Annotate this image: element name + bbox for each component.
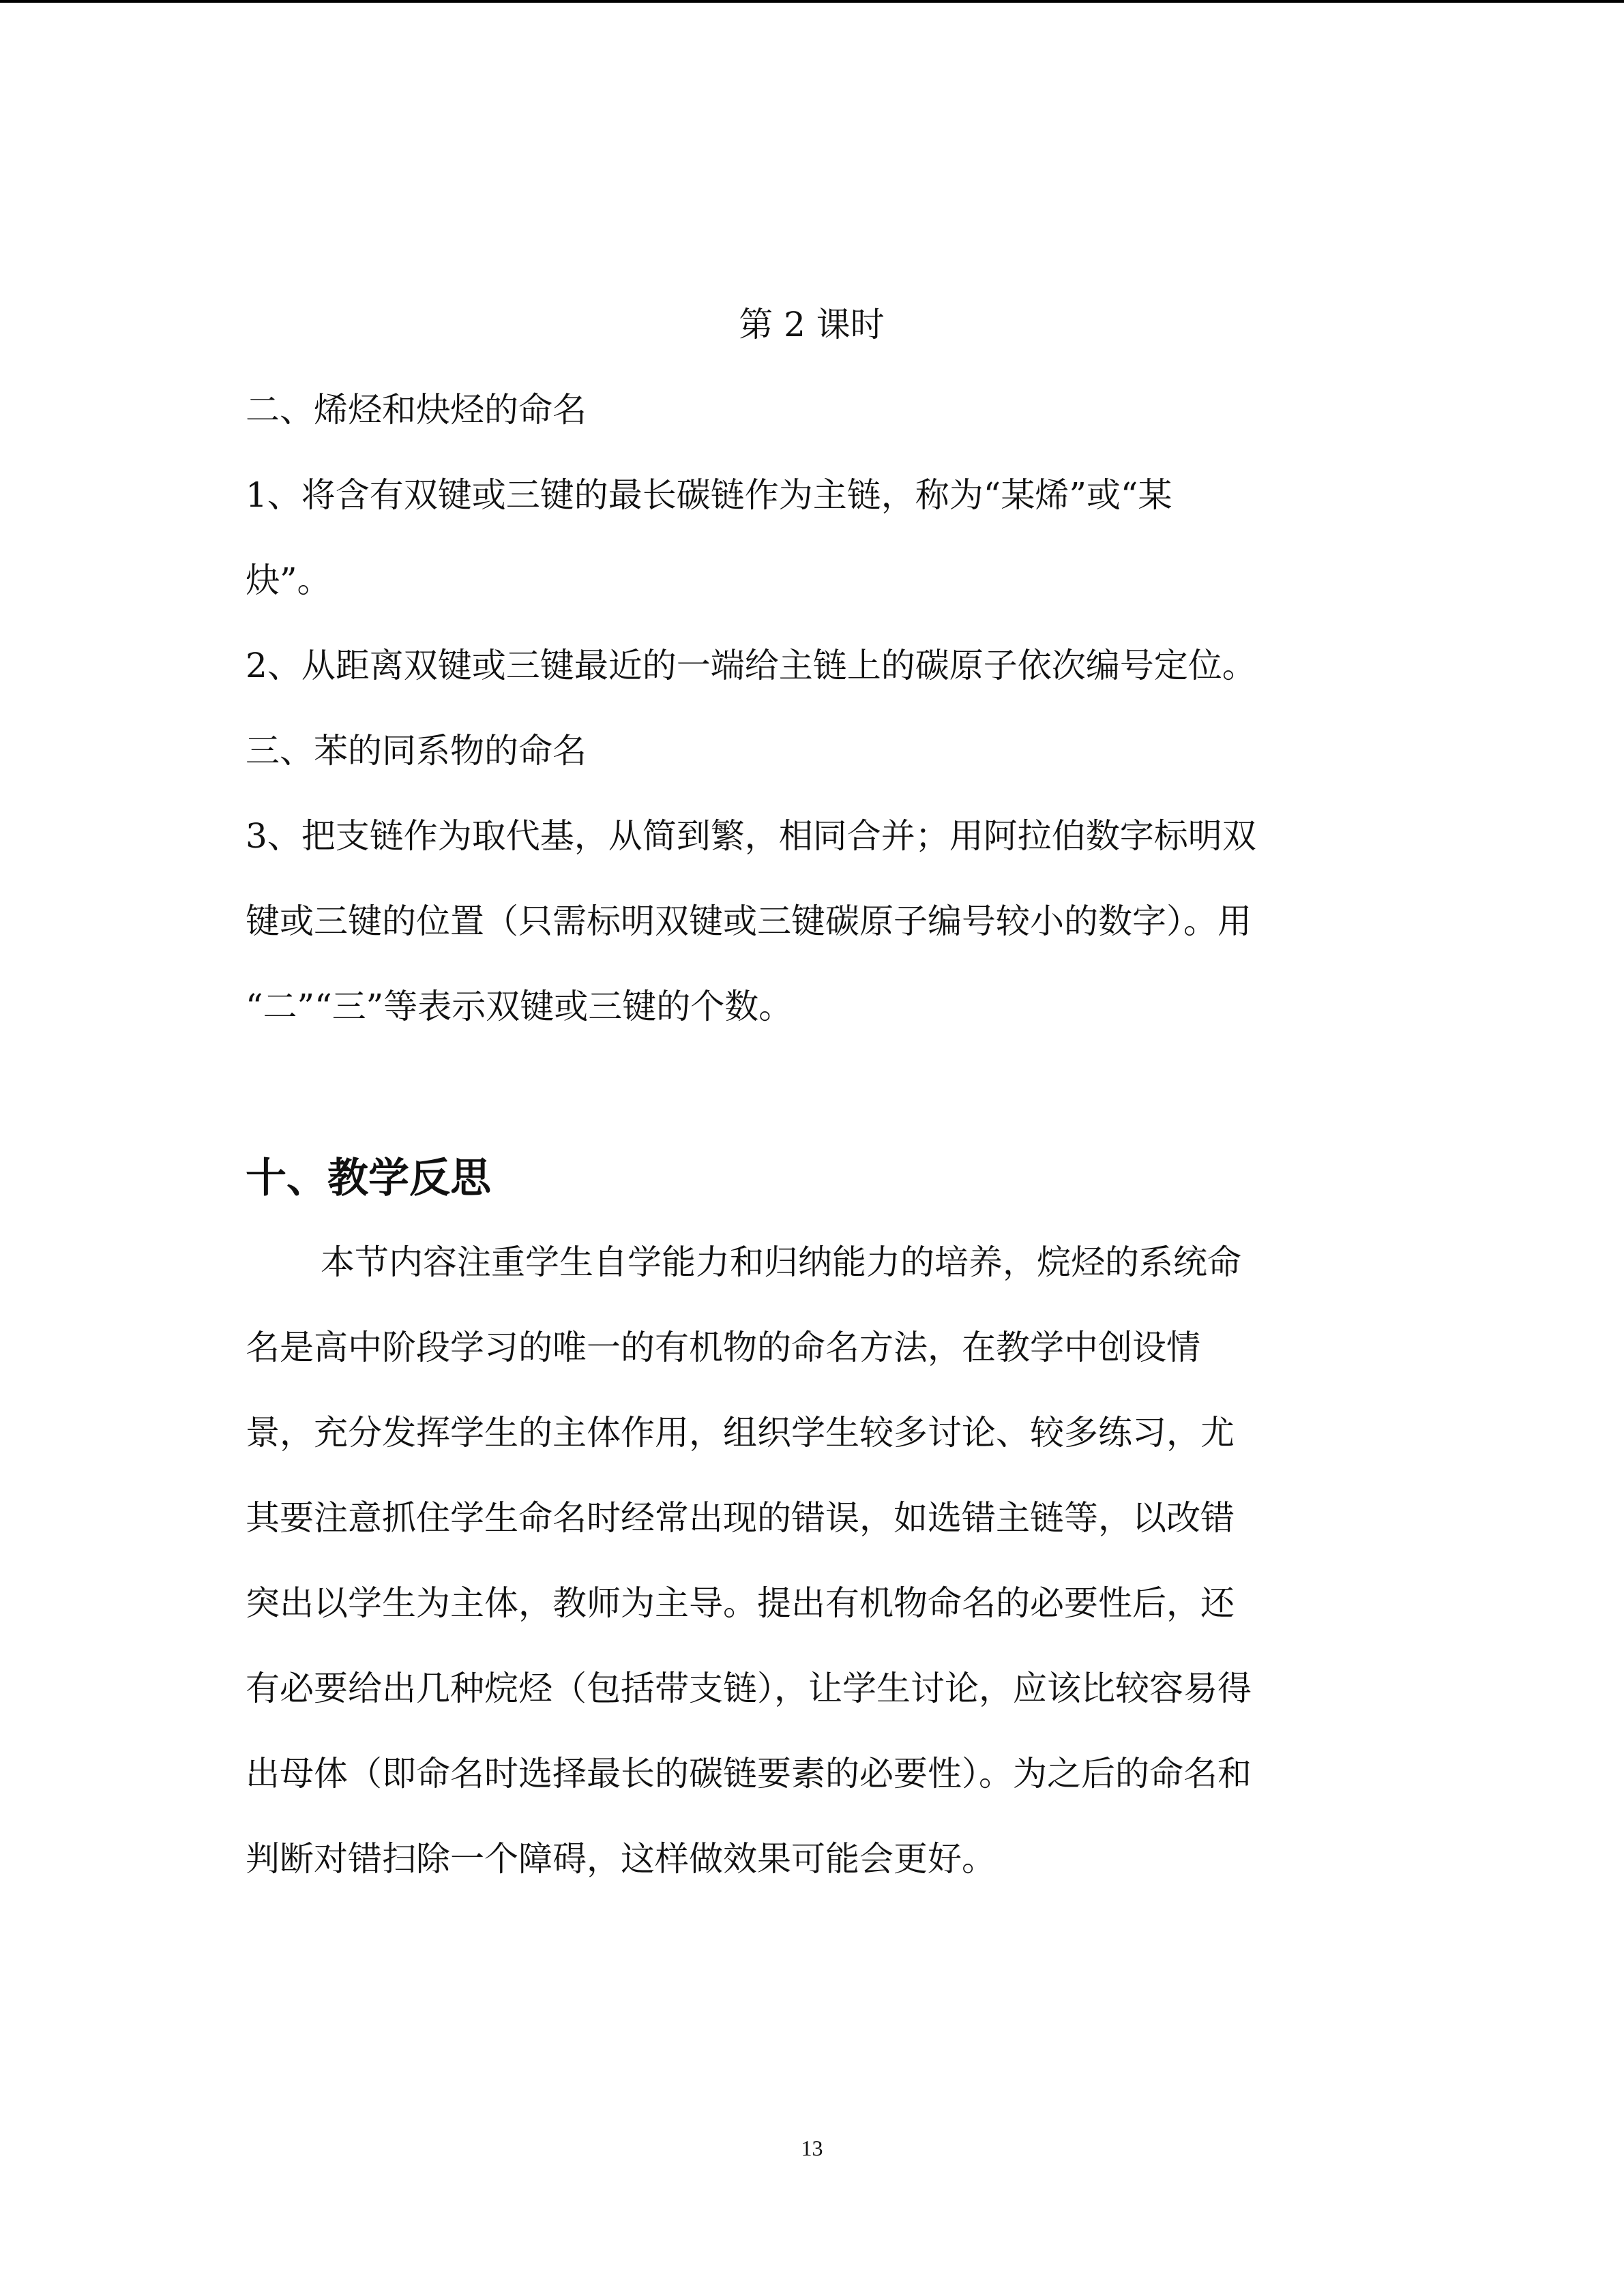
page-number: 13 xyxy=(801,2136,823,2160)
rule-line: 键或三键的位置（只需标明双键或三键碳原子编号较小的数字）。用 xyxy=(246,901,1252,941)
reflection-line: 景，充分发挥学生的主体作用，组织学生较多讨论、较多练习，尤 xyxy=(246,1413,1235,1452)
reflection-line: 出母体（即命名时选择最长的碳链要素的必要性）。为之后的命名和 xyxy=(246,1754,1252,1793)
rule-line: 三、苯的同系物的命名 xyxy=(246,731,587,771)
rule-line: 2、从距离双键或三键最近的一端给主链上的碳原子依次编号定位。 xyxy=(246,646,1256,685)
reflection-line: 本节内容注重学生自学能力和归纳能力的培养，烷烃的系统命 xyxy=(321,1242,1241,1282)
rule-line: 二、烯烃和炔烃的命名 xyxy=(246,390,587,430)
reflection-line: 判断对错扫除一个障碍，这样做效果可能会更好。 xyxy=(246,1839,996,1879)
rule-line: “二”“三”等表示双键或三键的个数。 xyxy=(246,987,793,1026)
rule-line: 炔”。 xyxy=(246,561,331,600)
top-border-line xyxy=(0,0,1624,3)
reflection-line: 名是高中阶段学习的唯一的有机物的命名方法，在教学中创设情 xyxy=(246,1328,1200,1367)
rule-line: 1、将含有双键或三键的最长碳链作为主链，称为“某烯”或“某 xyxy=(246,475,1172,515)
reflection-line: 其要注意抓住学生命名时经常出现的错误，如选错主链等，以改错 xyxy=(246,1498,1235,1538)
rule-line: 3、把支链作为取代基，从简到繁，相同合并；用阿拉伯数字标明双 xyxy=(246,816,1256,856)
reflection-line: 突出以学生为主体，教师为主导。提出有机物命名的必要性后，还 xyxy=(246,1583,1235,1623)
reflection-line: 有必要给出几种烷烃（包括带支链），让学生讨论，应该比较容易得 xyxy=(246,1669,1252,1708)
lesson-title: 第 2 课时 xyxy=(739,305,885,344)
section-heading-reflection: 十、教学反思 xyxy=(246,1154,491,1202)
